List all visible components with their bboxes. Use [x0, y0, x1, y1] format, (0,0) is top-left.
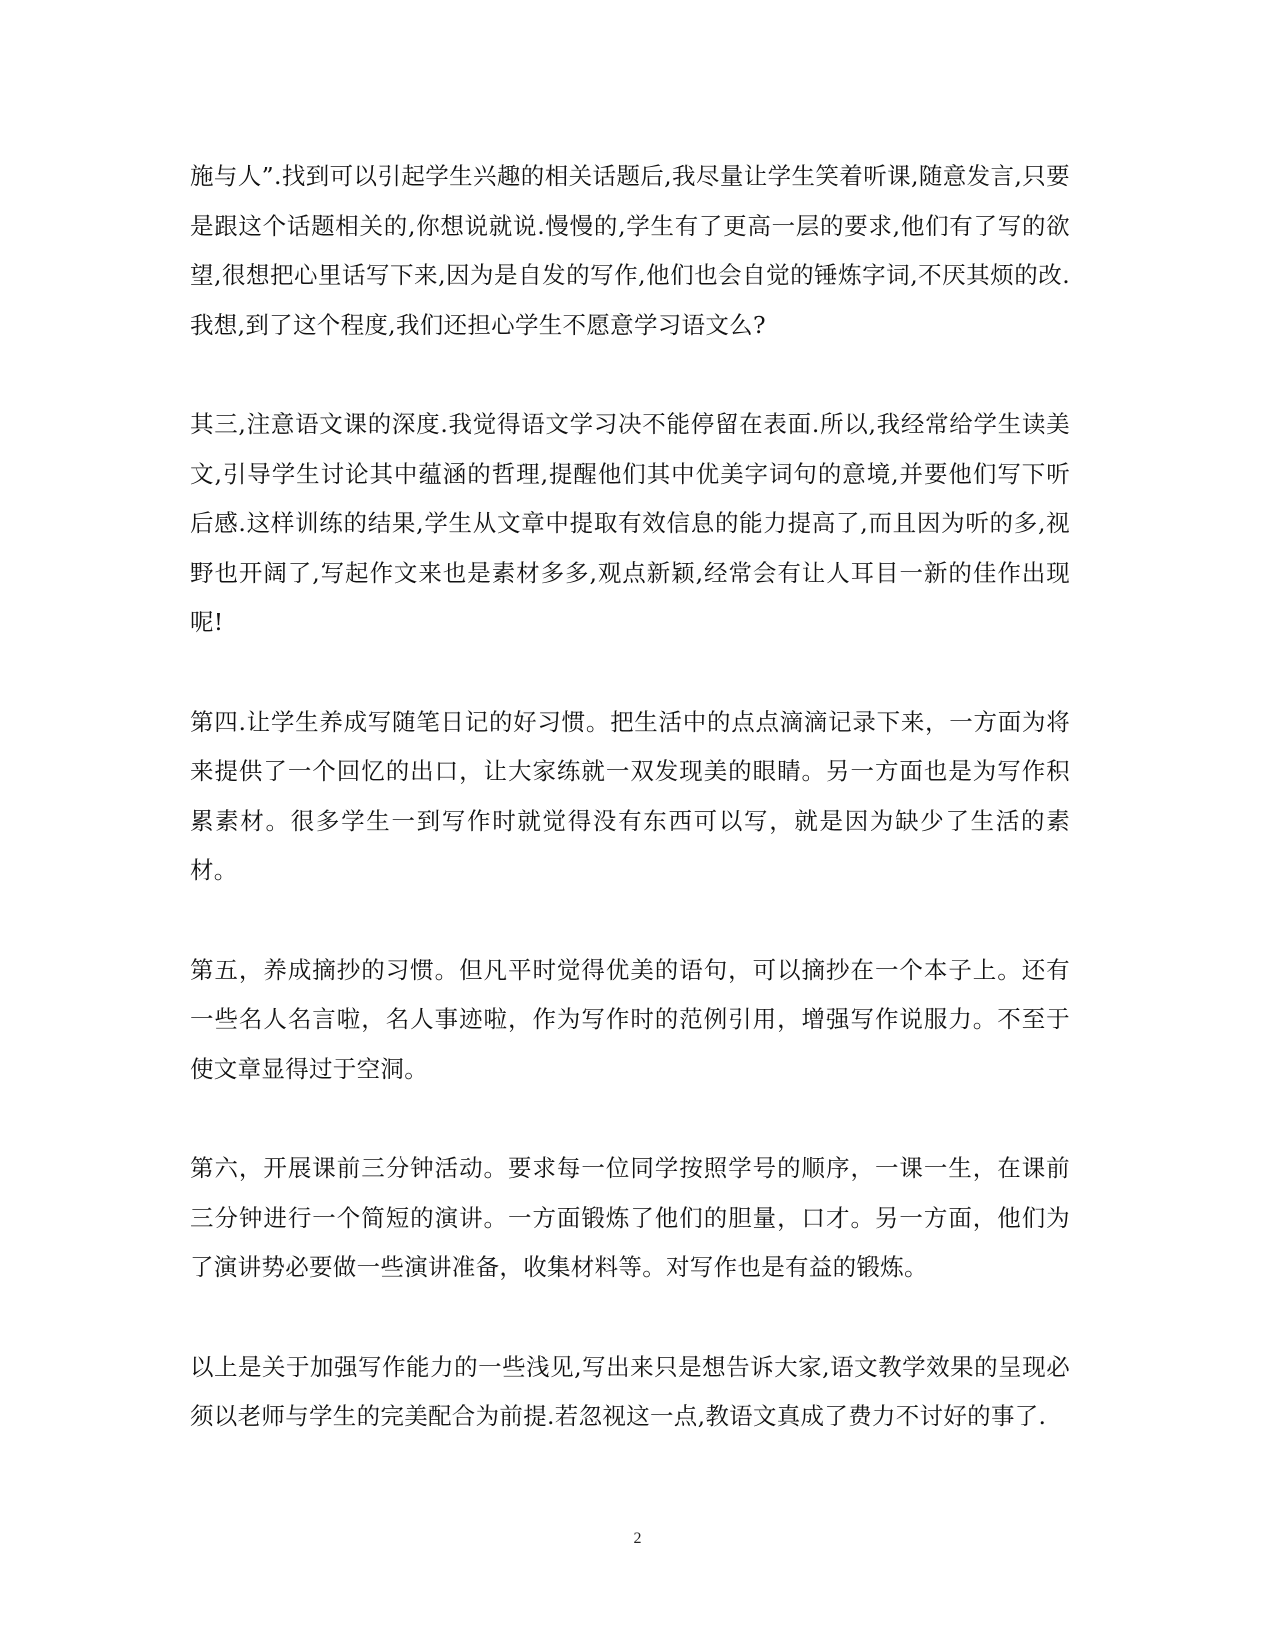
paragraph-fourth-point: 第四.让学生养成写随笔日记的好习惯。把生活中的点点滴滴记录下来，一方面为将来提供了一个回忆的出口，让大家练就一双发现美的眼睛。另一方面也是为写作积累素材。很多学生一到写作时就觉得没有东西可以写，就是因为缺少了生活的素材。 — [190, 707, 1070, 884]
paragraph-sixth-point: 第六，开展课前三分钟活动。要求每一位同学按照学号的顺序，一课一生，在课前三分钟进行一个简短的演讲。一方面锻炼了他们的胆量，口才。另一方面，他们为了演讲势必要做一些演讲准备，收集材料等。对写作也是有益的锻炼。 — [190, 1154, 1070, 1281]
page-number: 2 — [633, 1530, 642, 1547]
paragraph-third-point: 其三,注意语文课的深度.我觉得语文学习决不能停留在表面.所以,我经常给学生读美文,引导学生讨论其中蕴涵的哲理,提醒他们其中优美字词句的意境,并要他们写下听后感.这样训练的结果,学生从文章中提取有效信息的能力提高了,而且因为听的多,视野也开阔了,写起作文来也是素材多多,观点新颖,经常会有让人耳目一新的佳作出现呢! — [190, 410, 1070, 636]
paragraph-conclusion: 以上是关于加强写作能力的一些浅见,写出来只是想告诉大家,语文教学效果的呈现必须以老师与学生的完美配合为前提.若忽视这一点,教语文真成了费力不讨好的事了. — [190, 1352, 1070, 1430]
paragraph-continuation: 施与人”.找到可以引起学生兴趣的相关话题后,我尽量让学生笑着听课,随意发言,只要是跟这个话题相关的,你想说就说.慢慢的,学生有了更高一层的要求,他们有了写的欲望,很想把心里话写下来,因为是自发的写作,他们也会自觉的锤炼字词,不厌其烦的改.我想,到了这个程度,我们还担心学生不愿意学习语文么? — [190, 162, 1070, 339]
paragraph-fifth-point: 第五，养成摘抄的习惯。但凡平时觉得优美的语句，可以摘抄在一个本子上。还有一些名人名言啦，名人事迹啦，作为写作时的范例引用，增强写作说服力。不至于使文章显得过于空洞。 — [190, 955, 1070, 1083]
document-body — [190, 152, 1070, 1442]
